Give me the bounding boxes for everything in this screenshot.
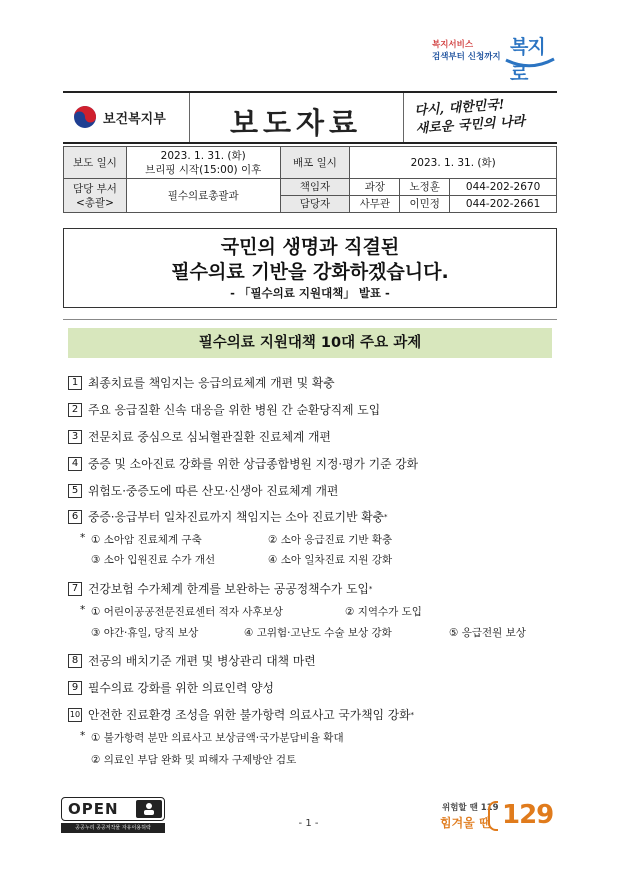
task-text: 안전한 진료환경 조성을 위한 불가항력 의료사고 국가책임 강화 [88, 708, 411, 722]
headline-line-2: 필수의료 기반을 강화하겠습니다. [171, 261, 449, 283]
dist-date-label: 배포 일시 [280, 147, 350, 179]
sub7-item-1: ① 어린이공공전문진료센터 적자 사후보상 [91, 606, 283, 618]
task-item [68, 706, 414, 723]
task-text: 건강보험 수가체계 한계를 보완하는 공공정책수가 도입 [88, 582, 369, 596]
task-item [68, 482, 338, 499]
slogan-line-1: 다시, 대한민국! [413, 97, 505, 119]
staff-phone: 044-202-2661 [450, 196, 557, 213]
report-date-label: 보도 일시 [64, 147, 127, 179]
sub10-item-2: ② 의료인 부담 완화 및 피해자 구제방안 검토 [91, 754, 297, 766]
sub7-item-5: ⑤ 응급전원 보상 [449, 627, 526, 639]
open-word: OPEN [68, 800, 119, 818]
task-number: 5 [68, 484, 82, 498]
staff-title: 사무관 [350, 196, 400, 213]
tasks-heading: 필수의료 지원대책 10대 주요 과제 [68, 328, 552, 358]
task-text: 전문치료 중심으로 심뇌혈관질환 진료체계 개편 [88, 430, 331, 444]
page-number: - 1 - [298, 818, 319, 829]
task-number: 6 [68, 510, 82, 524]
hotline-number: 129 [502, 800, 554, 830]
task-number: 8 [68, 654, 82, 668]
bokjiro-logo [432, 30, 562, 85]
task-number: 1 [68, 376, 82, 390]
government-slogan [414, 93, 552, 138]
resp-label: 책임자 [280, 179, 350, 196]
press-header [63, 91, 557, 144]
dept-value: 필수의료총괄과 [126, 179, 280, 213]
sub7-item-3: ③ 야간·휴일, 당직 보상 [91, 627, 199, 639]
divider [63, 319, 557, 320]
task-item [68, 455, 418, 472]
task-number: 3 [68, 430, 82, 444]
dist-date-value: 2023. 1. 31. (화) [350, 147, 557, 179]
bokjiro-brand: 복지로 [510, 36, 545, 85]
person-icon [136, 800, 162, 818]
task-text: 위험도·중증도에 따른 산모·신생아 진료체계 개편 [88, 484, 339, 498]
task-number: 4 [68, 457, 82, 471]
headline-box [63, 228, 557, 308]
task-text: 중증·응급부터 일차진료까지 책임지는 소아 진료기반 확충 [88, 510, 384, 524]
slogan-line-2: 새로운 국민의 나라 [415, 114, 526, 137]
ministry-logo [73, 105, 166, 129]
press-release-title: 보도자료 [229, 106, 363, 140]
sub6-item-3: ③ 소아 입원진료 수가 개선 [91, 554, 216, 566]
hotline-logo [440, 799, 560, 839]
dept-label: 담당 부서 [72, 182, 117, 195]
task-number: 7 [68, 582, 82, 596]
taegeuk-icon [73, 105, 97, 129]
hotline-text-1: 위험할 땐 119 [442, 803, 499, 813]
task-footnote-mark: * [368, 584, 373, 593]
sub6-item-2: ② 소아 응급진료 기반 확충 [268, 534, 393, 546]
task-item [68, 580, 372, 597]
report-date-cell [126, 147, 280, 179]
task-text: 필수의료 강화를 위한 의료인력 양성 [88, 681, 274, 695]
task-item [68, 374, 335, 391]
task-item [68, 679, 274, 696]
kogl-caption: 공공누리 공공저작물 자유이용허락 [61, 823, 165, 833]
phone-icon [488, 801, 498, 831]
sub7-item-4: ④ 고위험·고난도 수술 보상 강화 [244, 627, 392, 639]
resp-name: 노정훈 [400, 179, 450, 196]
task-text: 중증 및 소아진료 강화를 위한 상급종합병원 지정·평가 기준 강화 [88, 457, 419, 471]
sub6-star: * [80, 532, 86, 544]
task-item [68, 508, 388, 525]
task-item [68, 428, 331, 445]
dept-label-cell [64, 179, 127, 213]
sub7-star: * [80, 604, 86, 616]
sub10-item-1: ① 불가항력 분만 의료사고 보상금액·국가분담비율 확대 [91, 732, 344, 744]
sub7-item-2: ② 지역수가 도입 [345, 606, 422, 618]
kogl-open-logo [61, 797, 165, 835]
task-number: 10 [68, 708, 82, 722]
task-number: 2 [68, 403, 82, 417]
ministry-name: 보건복지부 [103, 111, 166, 127]
hotline-text-2: 힘겨울 땐 [440, 816, 491, 830]
task-number: 9 [68, 681, 82, 695]
sub6-item-4: ④ 소아 일차진료 지원 강화 [268, 554, 393, 566]
resp-phone: 044-202-2670 [450, 179, 557, 196]
swoosh-icon [504, 56, 556, 70]
release-info-table [63, 146, 557, 213]
resp-title: 과장 [350, 179, 400, 196]
task-footnote-mark: * [410, 710, 415, 719]
task-text: 전공의 배치기준 개편 및 병상관리 대책 마련 [88, 654, 316, 668]
bokjiro-tagline-2: 검색부터 신청까지 [432, 52, 501, 62]
briefing-time: 브리핑 시작(15:00) 이후 [145, 163, 262, 176]
staff-label: 담당자 [280, 196, 350, 213]
dept-sub-label: <총괄> [75, 196, 114, 209]
task-text: 주요 응급질환 신속 대응을 위한 병원 간 순환당직제 도입 [88, 403, 381, 417]
sub6-item-1: ① 소아암 진료체계 구축 [91, 534, 202, 546]
task-text: 최종치료를 책임지는 응급의료체계 개편 및 확충 [88, 376, 335, 390]
sub10-star: * [80, 730, 86, 742]
bokjiro-tagline-1: 복지서비스 [432, 40, 474, 50]
task-item [68, 652, 316, 669]
headline-line-1: 국민의 생명과 직결된 [220, 236, 400, 258]
report-date-value: 2023. 1. 31. (화) [160, 149, 246, 162]
headline-subtitle: - 「필수의료 지원대책」 발표 - [230, 286, 390, 300]
task-item [68, 401, 380, 418]
task-footnote-mark: * [384, 512, 388, 521]
staff-name: 이민정 [400, 196, 450, 213]
